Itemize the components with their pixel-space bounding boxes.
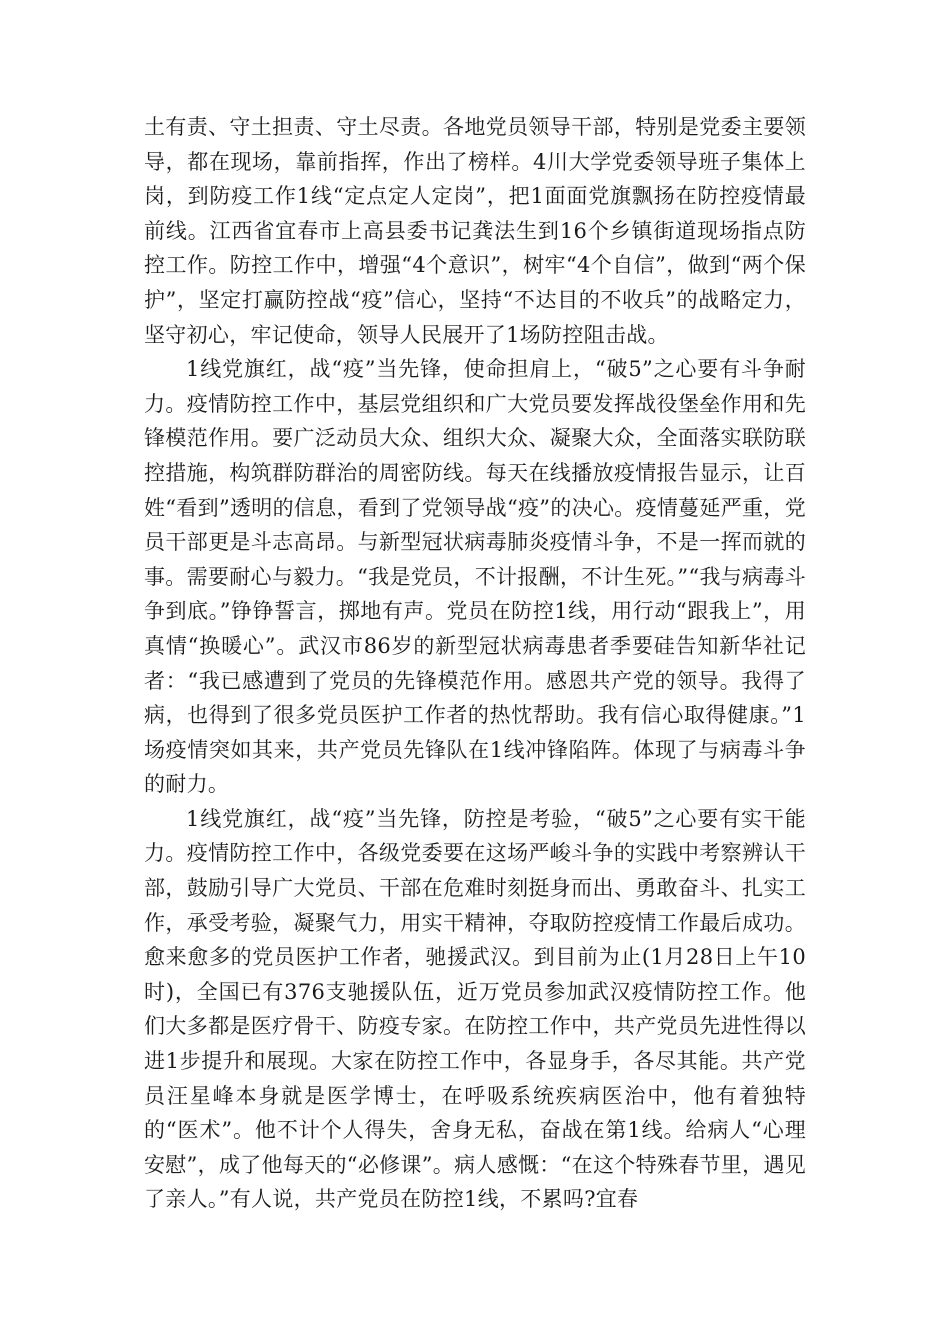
paragraph-2: 1线党旗红，战“疫”当先锋，使命担肩上，“破5”之心要有斗争耐力。疫情防控工作中，基层党组织和广大党员要发挥战役堡垒作用和先锋模范作用。要广泛动员大众、组织大众、凝聚大众，全面落实联防联控措施，构筑群防群治的周密防线。每天在线播放疫情报告显示，让百姓“看到”透明的信息，看到了党领导战“疫”的决心。疫情蔓延严重，党员干部更是斗志高昂。与新型冠状病毒肺炎疫情斗争，不是一挥而就的事。需要耐心与毅力。“我是党员，不计报酬，不计生死。”“我与病毒斗争到底。”铮铮誓言，掷地有声。党员在防控1线，用行动“跟我上”，用真情“换暖心”。武汉市86岁的新型冠状病毒患者季要硅告知新华社记者：“我已感遭到了党员的先锋模范作用。感恩共产党的领导。我得了病，也得到了很多党员医护工作者的热忱帮助。我有信心取得健康。”1场疫情突如其来，共产党员先锋队在1线冲锋陷阵。体现了与病毒斗争的耐力。 [144, 357, 806, 797]
paragraph-3: 1线党旗红，战“疫”当先锋，防控是考验，“破5”之心要有实干能力。疫情防控工作中，各级党委要在这场严峻斗争的实践中考察辨认干部，鼓励引导广大党员、干部在危难时刻挺身而出、勇敢奋斗、扎实工作，承受考验，凝聚气力，用实干精神，夺取防控疫情工作最后成功。愈来愈多的党员医护工作者，驰援武汉。到目前为止(1月28日上午10时)，全国已有376支驰援队伍，近万党员参加武汉疫情防控工作。他们大多都是医疗骨干、防疫专家。在防控工作中，共产党员先进性得以进1步提升和展现。大家在防控工作中，各显身手，各尽其能。共产党员汪星峰本身就是医学博士，在呼吸系统疾病医治中，他有着独特的“医术”。他不计个人得失，舍身无私，奋战在第1线。给病人“心理安慰”，成了他每天的“必修课”。病人感慨：“在这个特殊春节里，遇见了亲人。”有人说，共产党员在防控1线，不累吗?宜春 [144, 806, 806, 1212]
paragraph-1: 土有责、守土担责、守土尽责。各地党员领导干部，特别是党委主要领导，都在现场，靠前指挥，作出了榜样。4川大学党委领导班子集体上岗，到防疫工作1线“定点定人定岗”，把1面面党旗飘扬在防控疫情最前线。江西省宜春市上高县委书记龚法生到16个乡镇街道现场指点防控工作。防控工作中，增强“4个意识”，树牢“4个自信”，做到“两个保护”，坚定打赢防控战“疫”信心，坚持“不达目的不收兵”的战略定力，坚守初心，牢记使命，领导人民展开了1场防控阻击战。 [144, 115, 806, 347]
document-body [144, 110, 806, 1217]
